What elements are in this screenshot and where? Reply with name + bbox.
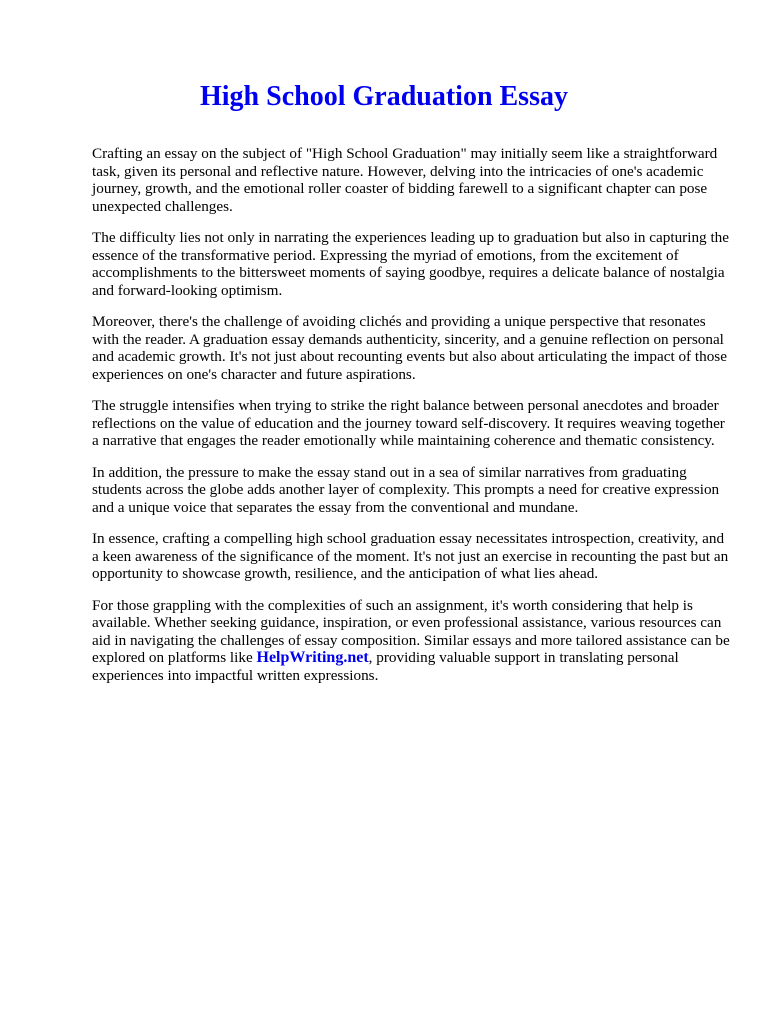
page-title: High School Graduation Essay bbox=[200, 81, 568, 112]
paragraph-6: In essence, crafting a compelling high school graduation essay necessitates introspection, creativity, and a keen awareness of the significance of the moment. It's not just an exercise in recounting the past but an opportunity to showcase growth, resilience, and the anticipation of what lies ahead. bbox=[92, 530, 729, 582]
paragraph-3: Moreover, there's the challenge of avoiding clichés and providing a unique perspective that resonates with the reader. A graduation essay demands authenticity, sincerity, and a genuine reflection on personal and academic growth. It's not just about recounting events but also about articulating the impact of those experiences on one's character and future aspirations. bbox=[92, 313, 727, 383]
paragraph-7 bbox=[92, 597, 732, 685]
paragraph-5: In addition, the pressure to make the essay stand out in a sea of similar narratives from graduating students across the globe adds another layer of complexity. This prompts a need for creative expression and a unique voice that separates the essay from the conventional and mundane. bbox=[92, 463, 720, 516]
paragraph-2: The difficulty lies not only in narrating the experiences leading up to graduation but also in capturing the essence of the transformative period. Expressing the myriad of emotions, from the excitement of accomplishments to the bittersweet moments of saying goodbye, requires a delicate balance of nostalgia and forward-looking optimism. bbox=[92, 229, 729, 299]
essay-body bbox=[92, 145, 732, 698]
paragraph-1: Crafting an essay on the subject of "High School Graduation" may initially seem like a straightforward task, given its personal and reflective nature. However, delving into the intricacies of one's academic journey, growth, and the emotional roller coaster of bidding farewell to a significant chapter can pose unexpected challenges. bbox=[92, 145, 718, 215]
paragraph-7-text-after-link: , providing valuable support in translating personal experiences into impactful written expressions. bbox=[92, 649, 679, 684]
paragraph-4: The struggle intensifies when trying to strike the right balance between personal anecdotes and broader reflections on the value of education and the journey toward self-discovery. It requires weaving together a narrative that engages the reader emotionally while maintaining coherence and thematic consistency. bbox=[92, 397, 725, 449]
helpwriting-link[interactable]: HelpWriting.net bbox=[256, 649, 369, 666]
paragraph-7-text-before-link: For those grappling with the complexities of such an assignment, it's worth considering that help is available. Whether seeking guidance, inspiration, or even professional assistance, various resources can aid in navigating the challenges of essay composition. Similar essays and more tailored assistance can be explored on platforms like bbox=[92, 596, 730, 666]
